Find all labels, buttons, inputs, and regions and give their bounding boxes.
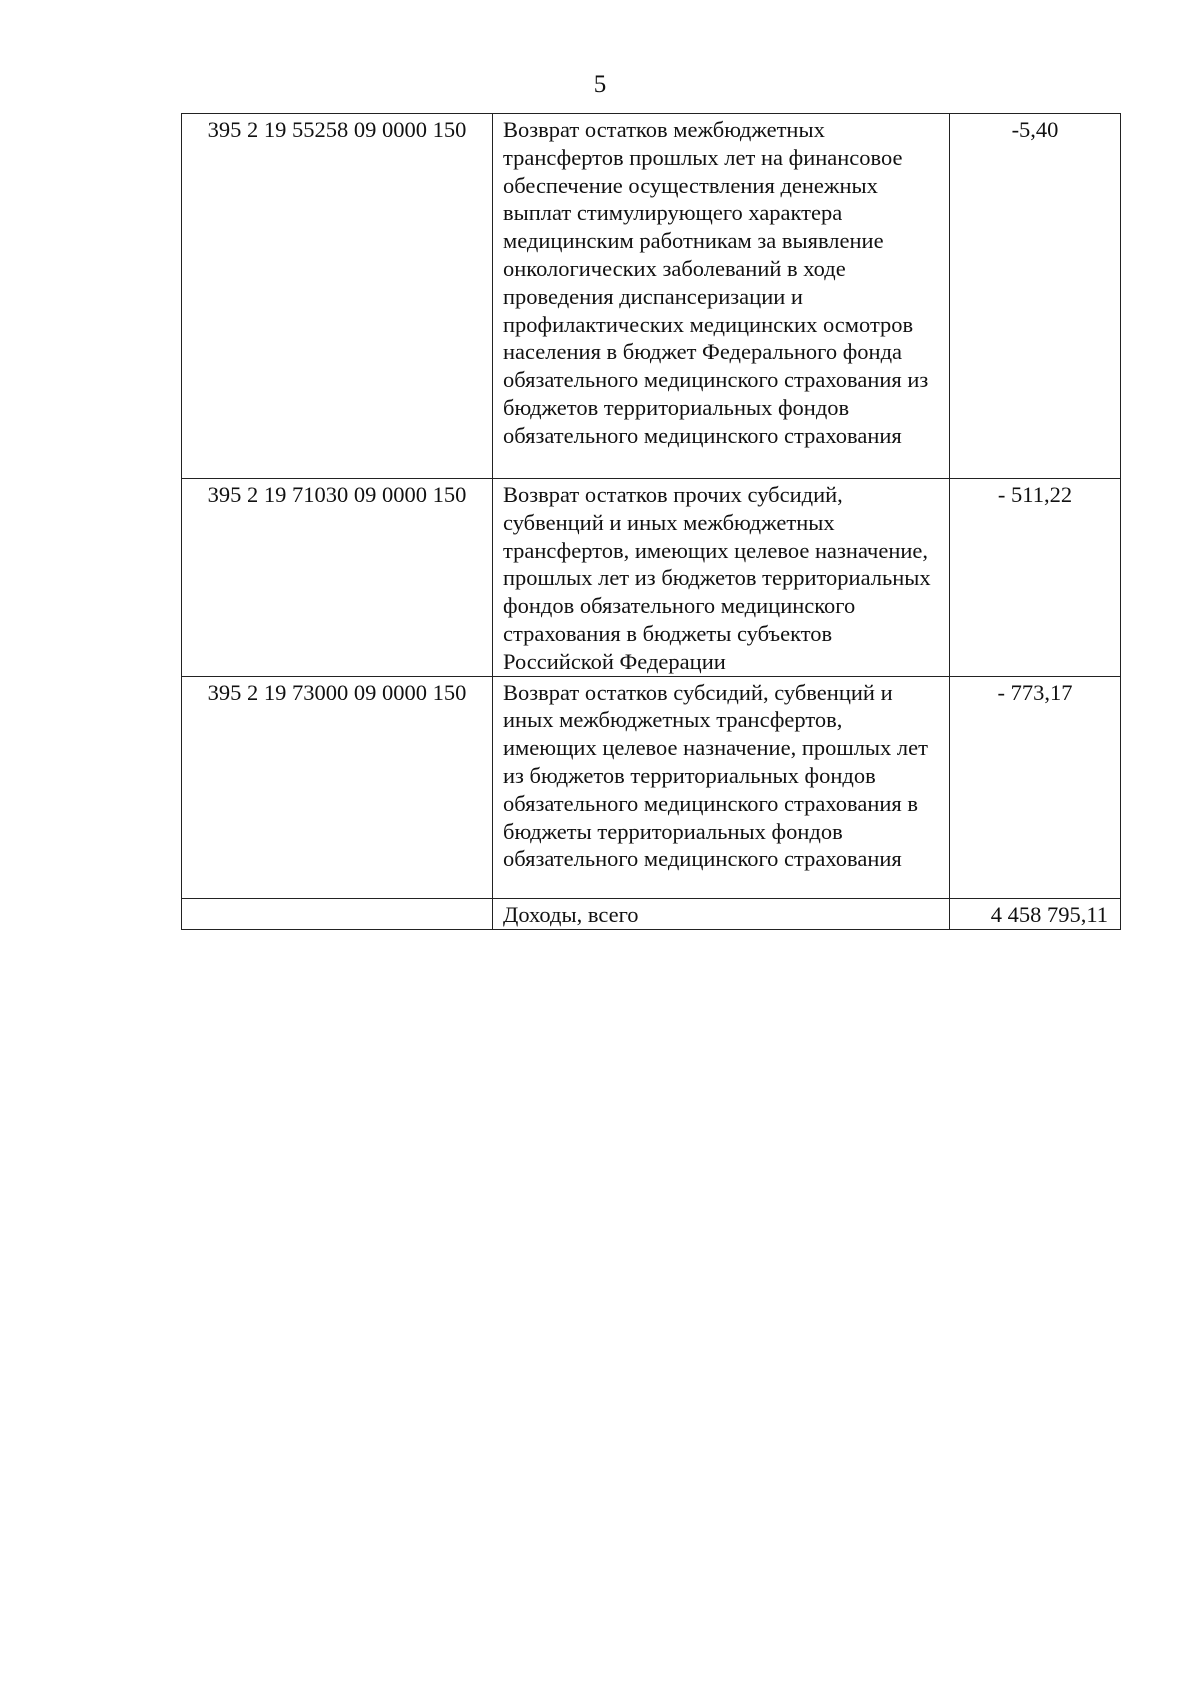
- total-row: [182, 898, 1121, 929]
- total-code-cell: [182, 898, 493, 929]
- income-table: [181, 113, 1121, 930]
- budget-code-cell: 395 2 19 71030 09 0000 150: [182, 479, 493, 677]
- total-label-cell: Доходы, всего: [493, 898, 950, 929]
- budget-code-cell: 395 2 19 73000 09 0000 150: [182, 676, 493, 898]
- amount-cell: - 773,17: [950, 676, 1121, 898]
- table-row: [182, 676, 1121, 898]
- budget-code-cell: 395 2 19 55258 09 0000 150: [182, 114, 493, 479]
- income-name-cell: Возврат остатков прочих субсидий, субвенций и иных межбюджетных трансфертов, имеющих целевое назначение, прошлых лет из бюджетов территориальных фондов обязательного медицинского страхования в бюджеты субъектов Российской Федерации: [493, 479, 950, 677]
- income-name-cell: Возврат остатков субсидий, субвенций и иных межбюджетных трансфертов, имеющих целевое назначение, прошлых лет из бюджетов территориальных фондов обязательного медицинского страхования в бюджеты территориальных фондов обязательного медицинского страхования: [493, 676, 950, 898]
- table-row: [182, 479, 1121, 677]
- income-name-cell: Возврат остатков межбюджетных трансфертов прошлых лет на финансовое обеспечение осуществления денежных выплат стимулирующего характера медицинским работникам за выявление онкологических заболеваний в ходе проведения диспансеризации и профилактических медицинских осмотров населения в бюджет Федерального фонда обязательного медицинского страхования из бюджетов территориальных фондов обязательного медицинского страхования: [493, 114, 950, 479]
- amount-cell: - 511,22: [950, 479, 1121, 677]
- total-amount-cell: 4 458 795,11: [950, 898, 1121, 929]
- amount-cell: -5,40: [950, 114, 1121, 479]
- page-number: 5: [593, 71, 607, 98]
- table-row: [182, 114, 1121, 479]
